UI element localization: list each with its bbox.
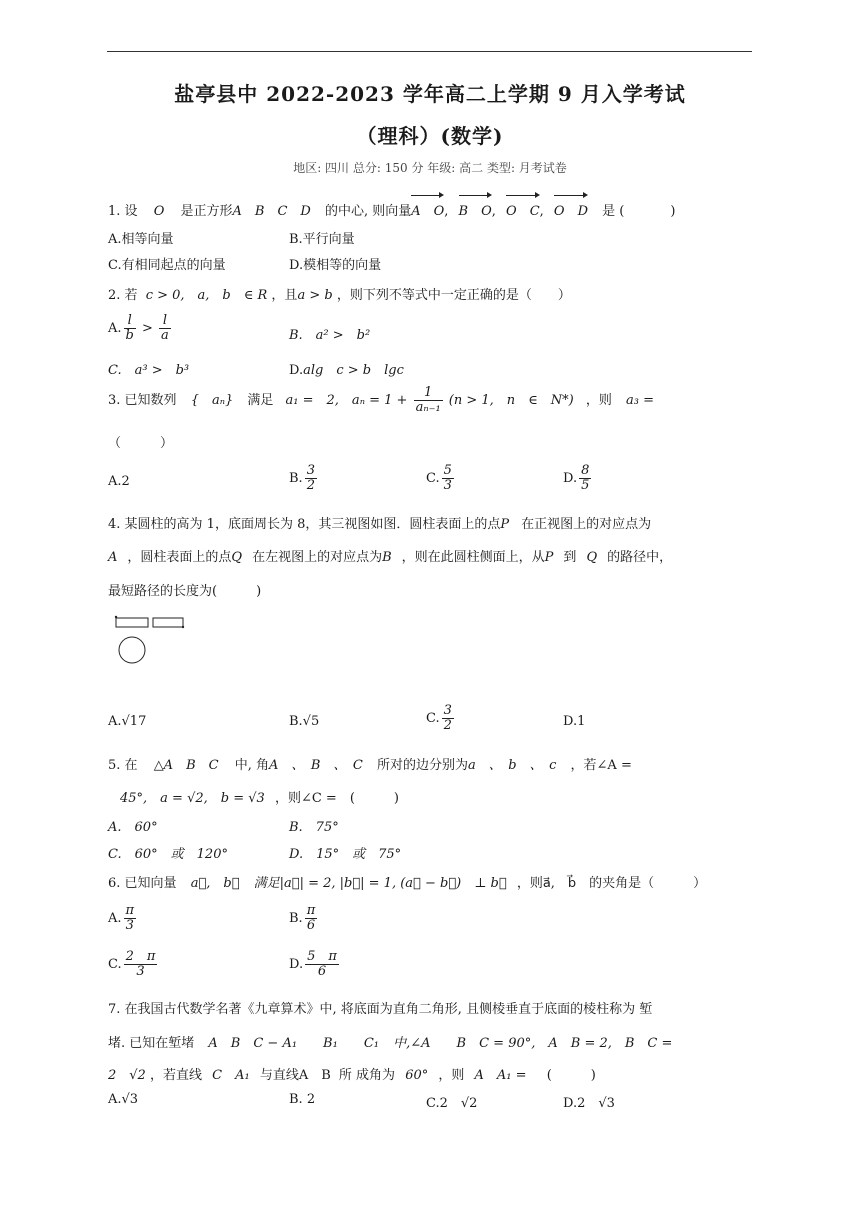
q3-option-c: C. $\frac{5}{3}$ [426, 463, 452, 493]
vector-ao: A O [411, 192, 444, 219]
fraction: $\frac{5 \pi}{6}$ [307, 949, 337, 979]
q7-line1: 7. 在我国古代数学名著《九章算术》中, 将底面为直角二角形, 且侧棱垂直于底面的棱柱称为 堑 [108, 1002, 653, 1017]
fraction: $\frac{8}{5}$ [581, 463, 590, 493]
vector-oc: O C [506, 192, 540, 219]
q3-option-d: D. $\frac{8}{5}$ [563, 463, 590, 493]
q7-line2: 堵. 已知在堑堵 A B C − A₁ B₁ C₁ 中,∠A B C = 90°, A B = 2, B C = [108, 1036, 673, 1051]
fraction: $\frac{\pi}{3}$ [125, 903, 135, 933]
q6-option-a: A. $\frac{\pi}{3}$ [108, 903, 135, 933]
point-b [182, 626, 184, 628]
q7-option-c: C.2 √2 [426, 1096, 478, 1111]
fraction: $\frac{\pi}{6}$ [306, 903, 316, 933]
q5-line2: 45°, a = √2, b = √3 ，则∠C = ( ) [120, 791, 399, 806]
side-view-rect [153, 618, 183, 627]
q2-option-a: A. $\frac{l}{b}$ > $\frac{l}{a}$ [108, 313, 169, 343]
fraction: $\frac{2 \pi}{3}$ [125, 949, 156, 979]
vector-bo: B O [459, 192, 492, 219]
q6-stem: 6. 已知向量 a⃗, b⃗ 满足|a⃗| = 2, |b⃗| = 1, (a⃗ − b⃗) ⊥ b⃗ ，则a⃗, b⃗ 的夹角是（ ） [108, 876, 707, 891]
q7-option-a: A.√3 [108, 1092, 139, 1107]
three-view-figure [112, 612, 192, 668]
fraction: $\frac{1}{\text{aₙ₋₁}}$ [415, 385, 441, 415]
fraction: $\frac{3}{2}$ [443, 703, 452, 733]
point-a [115, 616, 117, 618]
q7-line3: 2 √2 ，若直线 C A₁ 与直线A B 所 成角为 60° ，则 A A₁ = ( ) [108, 1068, 596, 1083]
q4-line2: A ，圆柱表面上的点Q 在左视图上的对应点为B ，则在此圆柱侧面上，从P 到 Q 的路径中， [108, 550, 673, 565]
q5-option-d: D. 15° 或 75° [289, 847, 402, 862]
fraction: $\frac{l}{b}$ [125, 313, 134, 343]
q6-option-c: C. $\frac{2 \pi}{3}$ [108, 949, 156, 979]
fraction: $\frac{l}{a}$ [161, 313, 169, 343]
q4-option-a: A.√17 [108, 714, 147, 729]
exam-title: 盐亭县中 2022-2023 学年高二上学期 9 月入学考试 [174, 82, 686, 106]
q3-stem: 3. 已知数列 { aₙ} 满足 a₁ = 2, aₙ = 1 + $\frac{1}{\text{aₙ₋₁}}$ (n > 1, n ∈ N*) ，则 a₃ = [108, 385, 655, 415]
q2-stem: 2. 若 c > 0, a, b ∈ R ，且a > b ，则下列不等式中一定正确的是（ ） [108, 288, 571, 303]
q7-option-d: D.2 √3 [563, 1096, 615, 1111]
fraction: $\frac{5}{3}$ [443, 463, 452, 493]
q1-option-a: A.相等向量 [108, 232, 174, 247]
exam-meta: 地区: 四川 总分: 150 分 年级: 高二 类型: 月考试卷 [293, 161, 567, 175]
top-rule [107, 51, 752, 52]
q2-option-c: C. a³ > b³ [108, 363, 190, 378]
q4-option-b: B.√5 [289, 714, 320, 729]
q4-option-d: D.1 [563, 714, 586, 729]
q1-stem: 1. 设 O 是正方形A B C D 的中心, 则向量A O, B O, O C, O D 是 ( ) [108, 192, 675, 219]
q4-line1: 4. 某圆柱的高为 1，底面周长为 8，其三视图如图．圆柱表面上的点P 在正视图上的对应点为 [108, 517, 652, 532]
q4-option-c: C. $\frac{3}{2}$ [426, 703, 452, 733]
q2-option-d: D.alg c > b lgc [289, 363, 404, 378]
vector-od: O D [554, 192, 588, 219]
q1-option-b: B.平行向量 [289, 232, 355, 247]
q5-option-a: A. 60° [108, 820, 158, 835]
q1-option-c: C.有相同起点的向量 [108, 258, 226, 273]
top-view-circle [119, 637, 145, 663]
q3-option-a: A.2 [108, 474, 130, 489]
q4-line3: 最短路径的长度为( ) [108, 584, 262, 599]
q1-option-d: D.模相等的向量 [289, 258, 382, 273]
q6-option-b: B. $\frac{\pi}{6}$ [289, 903, 316, 933]
q5-option-c: C. 60° 或 120° [108, 847, 228, 862]
q5-option-b: B. 75° [289, 820, 339, 835]
q5-line1: 5. 在 △A B C 中, 角A 、 B 、 C 所对的边分别为a 、 b 、 c ，若∠A = [108, 758, 632, 773]
q3-blank: （ ） [108, 436, 174, 451]
fraction: $\frac{3}{2}$ [306, 463, 315, 493]
front-view-rect [116, 618, 148, 627]
q2-option-b: B. a² > b² [289, 328, 371, 343]
q6-option-d: D. $\frac{5 \pi}{6}$ [289, 949, 337, 979]
exam-subtitle: （理科）(数学) [356, 124, 504, 148]
q3-option-b: B. $\frac{3}{2}$ [289, 463, 315, 493]
q7-option-b: B. 2 [289, 1092, 316, 1107]
